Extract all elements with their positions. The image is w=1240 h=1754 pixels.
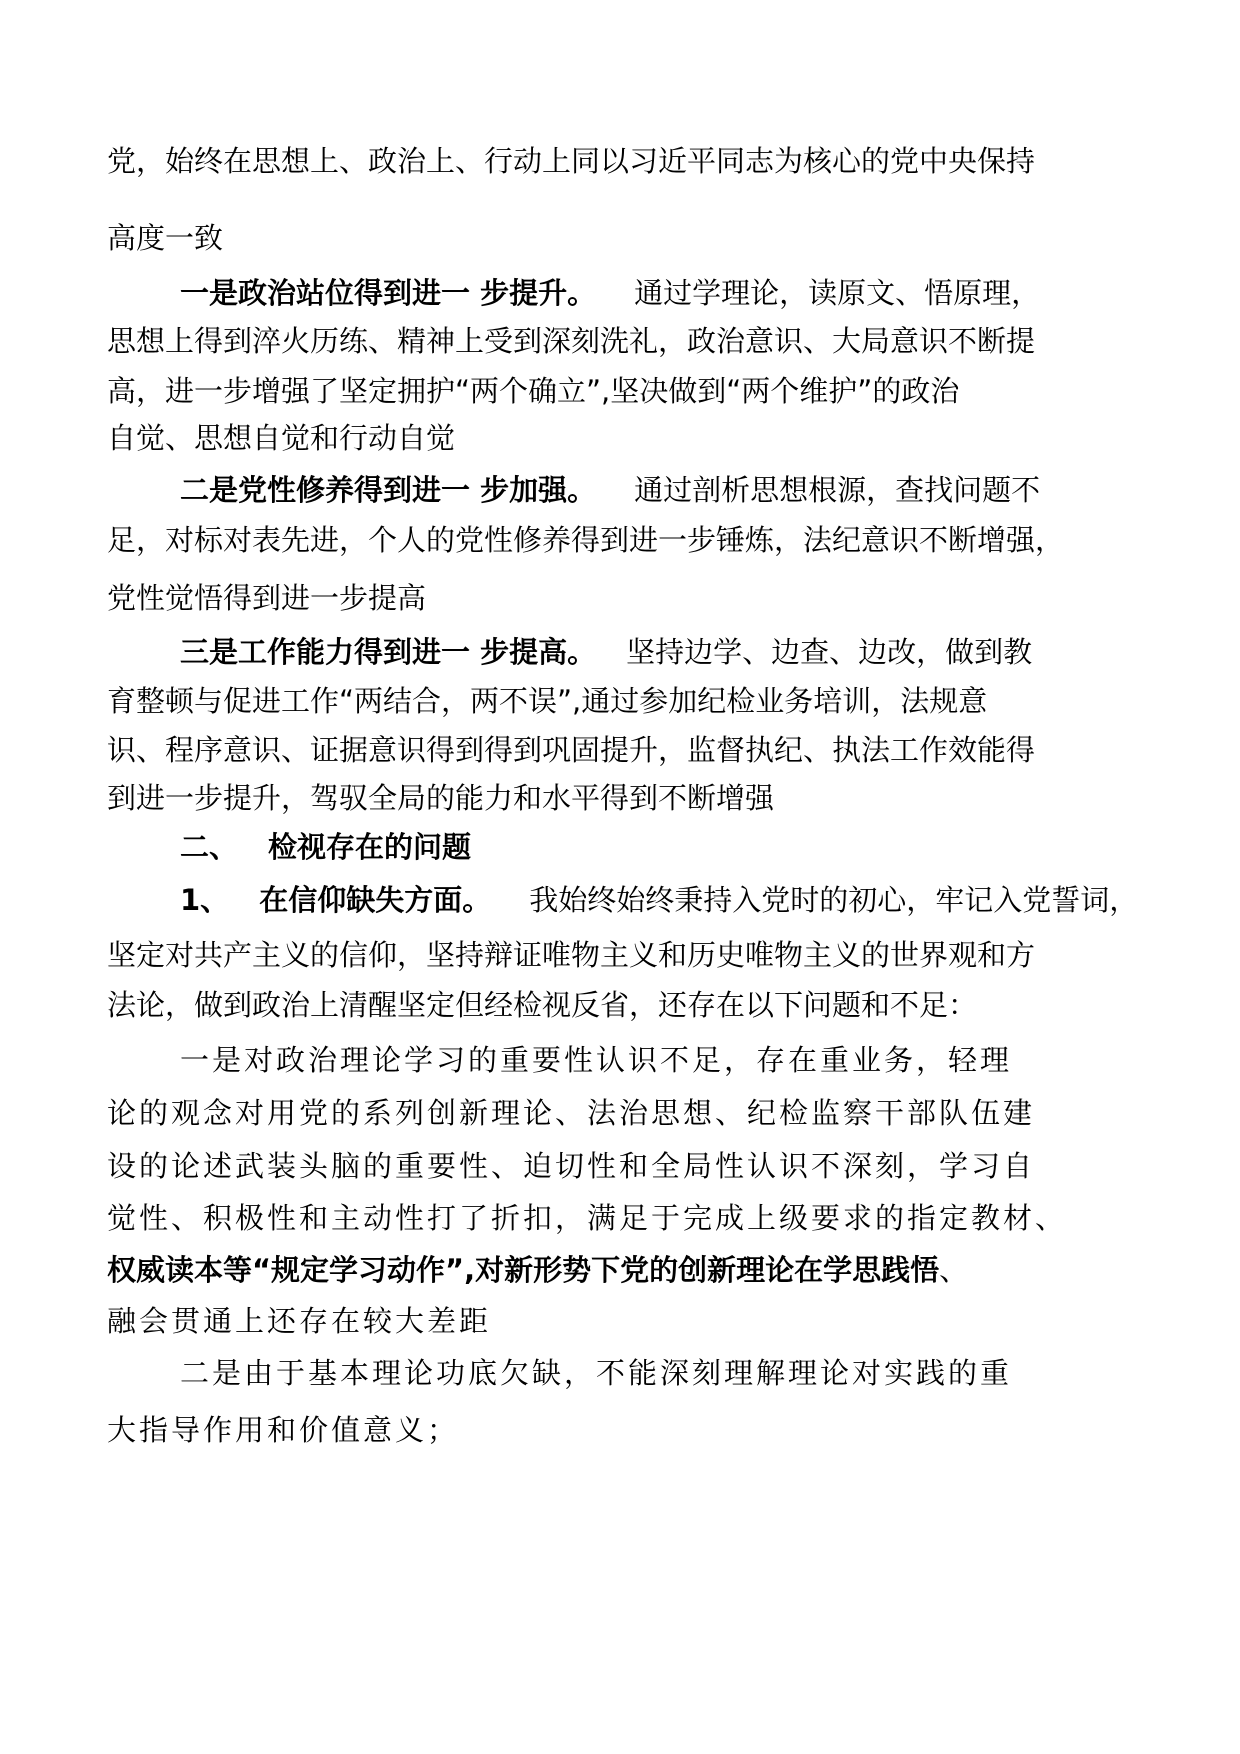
text-line: 论的观念对用党的系列创新理论、法治思想、纪检监察干部队伍建	[107, 1096, 1036, 1130]
text-line: 大指导作用和价值意义；	[107, 1413, 460, 1447]
text-line: 识、程序意识、证据意识得到得到巩固提升，监督执纪、执法工作效能得	[107, 733, 1036, 767]
paragraph-line	[180, 880, 1138, 920]
text-line: 高，进一步增强了坚定拥护“两个确立”,坚决做到“两个维护”的政治	[107, 374, 960, 408]
text-line: 法论，做到政治上清醒坚定但经检视反省，还存在以下问题和不足：	[107, 988, 978, 1022]
bold-lead: 在信仰缺失方面。	[259, 883, 492, 917]
bold-text: 权威读本等“规定学习动作”,对新形势下党的创新理论在学思践悟	[107, 1253, 940, 1287]
text-line: 思想上得到淬火历练、精神上受到深刻洗礼，政治意识、大局意识不断提	[107, 324, 1036, 358]
paragraph-line	[180, 470, 1040, 510]
text-line: 一是对政治理论学习的重要性认识不足，存在重业务，轻理	[180, 1043, 1013, 1077]
text-line: 觉性、积极性和主动性打了折扣，满足于完成上级要求的指定教材、	[107, 1201, 1068, 1235]
heading-number: 二、	[180, 830, 239, 864]
heading-text: 检视存在的问题	[268, 830, 472, 864]
text-line: 自觉、思想自觉和行动自觉	[107, 421, 456, 455]
bold-lead: 二是党性修养得到进一 步加强。	[180, 473, 597, 507]
text-line: 坚定对共产主义的信仰，坚持辩证唯物主义和历史唯物主义的世界观和方	[107, 938, 1036, 972]
bold-lead: 三是工作能力得到进一 步提高。	[180, 635, 597, 669]
text-line: 党，始终在思想上、政治上、行动上同以习近平同志为核心的党中央保持	[107, 144, 1036, 178]
text-line: 育整顿与促进工作“两结合，两不误”,通过参加纪检业务培训，法规意	[107, 684, 988, 718]
paragraph-text: 我始终始终秉持入党时的初心，牢记入党誓词，	[529, 883, 1139, 917]
paragraph-text: 通过学理论，读原文、悟原理，	[634, 276, 1041, 310]
text-line: 足，对标对表先进，个人的党性修养得到进一步锤炼，法纪意识不断增强，	[107, 523, 1065, 557]
text-line: 高度一致	[107, 221, 224, 255]
paragraph-text: 、	[939, 1253, 969, 1287]
text-line: 到进一步提升，驾驭全局的能力和水平得到不断增强	[107, 781, 775, 815]
text-line: 融会贯通上还存在较大差距	[107, 1304, 492, 1338]
paragraph-line	[180, 632, 1032, 672]
paragraph-line	[180, 273, 1040, 313]
text-line: 设的论述武装头脑的重要性、迫切性和全局性认识不深刻，学习自	[107, 1149, 1036, 1183]
text-line: 二是由于基本理论功底欠缺，不能深刻理解理论对实践的重	[180, 1356, 1013, 1390]
paragraph-line	[107, 1250, 968, 1290]
paragraph-text: 通过剖析思想根源，查找问题不	[634, 473, 1041, 507]
heading-number: 1、	[180, 883, 230, 917]
section-heading	[180, 827, 471, 867]
bold-lead: 一是政治站位得到进一 步提升。	[180, 276, 597, 310]
text-line: 党性觉悟得到进一步提高	[107, 581, 427, 615]
paragraph-text: 坚持边学、边查、边改，做到教	[626, 635, 1033, 669]
